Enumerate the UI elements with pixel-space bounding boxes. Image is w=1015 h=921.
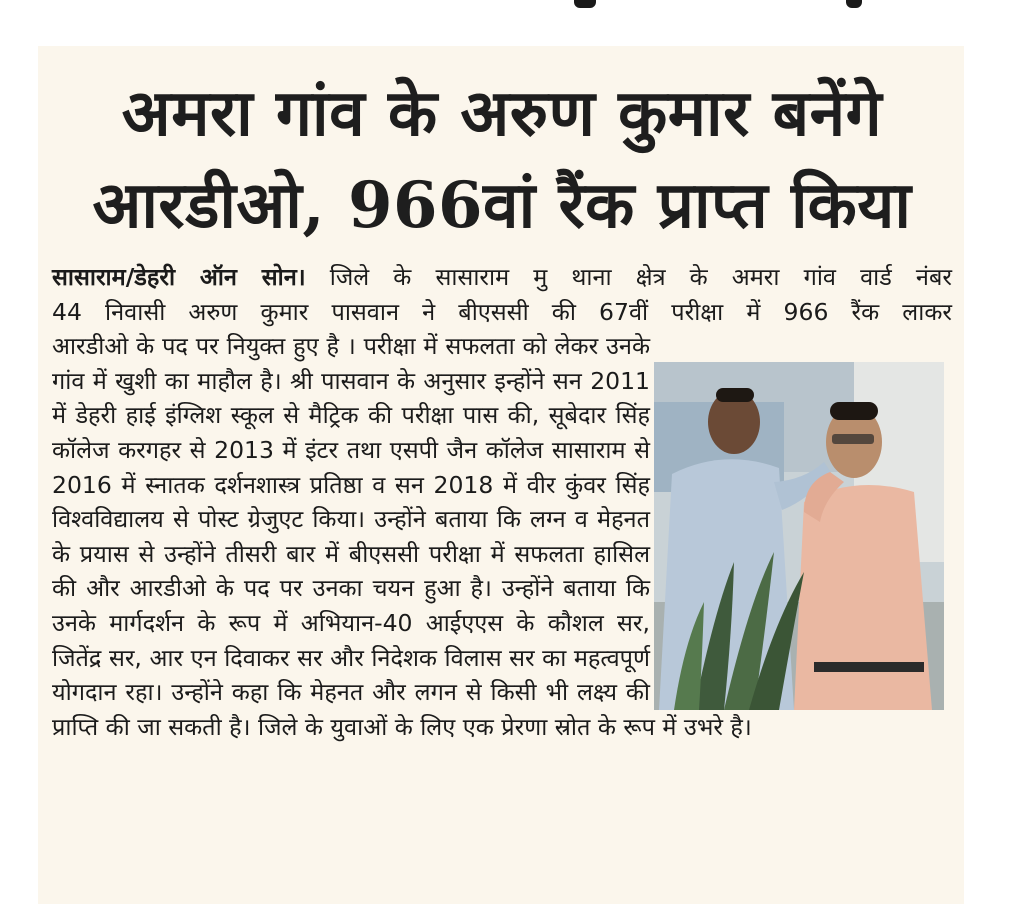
cropped-letter-fragment xyxy=(574,0,596,8)
newspaper-clipping xyxy=(38,46,964,904)
article-line-1 xyxy=(52,260,952,295)
headline xyxy=(52,68,952,252)
article-line-1-text: जिले के सासाराम मु थाना क्षेत्र के अमरा गांव वार्ड नंबर xyxy=(305,263,952,291)
headline-line-2: आरडीओ, 966वां रैंक प्राप्त किया xyxy=(92,168,912,243)
dateline: सासाराम/डेहरी ऑन सोन। xyxy=(52,263,306,291)
photo-illustration xyxy=(654,362,944,710)
article-line-2: 44 निवासी अरुण कुमार पासवान ने बीएससी की 67वीं परीक्षा में 966 रैंक लाकर xyxy=(52,297,952,326)
article-photo xyxy=(654,362,944,710)
cropped-letter-fragment xyxy=(846,0,862,8)
headline-line-1: अमरा गांव के अरुण कुमार बनेंगे xyxy=(121,76,883,151)
page-top-margin xyxy=(0,0,1015,46)
article-body-text: आरडीओ के पद पर नियुक्त हुए है । परीक्षा में सफलता को लेकर उनके गांव में खुशी का माहौल है। श्री पासवान के अनुसार इन्होंने सन 2011 में डेहरी हाई इंग्लिश स्कूल से मैट्रिक की परीक्षा पास की, सूबेदार सिंह कॉलेज करगहर से 2013 में इंटर तथा एसपी जैन कॉलेज सासाराम से 2016 में स्नातक दर्शनशास्त्र प्रतिष्ठा व सन 2018 में वीर कुंवर सिंह विश्वविद्यालय से पोस्ट ग्रेजुएट किया। उन्होंने बताया कि लग्न व मेहनत के प्रयास से उन्होंने तीसरी बार में बीएससी परीक्षा में सफलता हासिल की और आरडीओ के पद पर उनका चयन हुआ है। उन्होंने बताया कि उनके मार्गदर्शन के रूप में अभियान-40 आईएएस के कौशल सर, जितेंद्र सर, आर एन दिवाकर सर और निदेशक विलास सर का महत्वपूर्ण योगदान रहा। उन्होंने कहा कि मेहनत और लगन से किसी भी लक्ष्य की प्राप्ति की जा सकती है। जिले के युवाओं के लिए एक प्रेरणा स्रोत के रूप में उभरे है। xyxy=(52,332,752,741)
